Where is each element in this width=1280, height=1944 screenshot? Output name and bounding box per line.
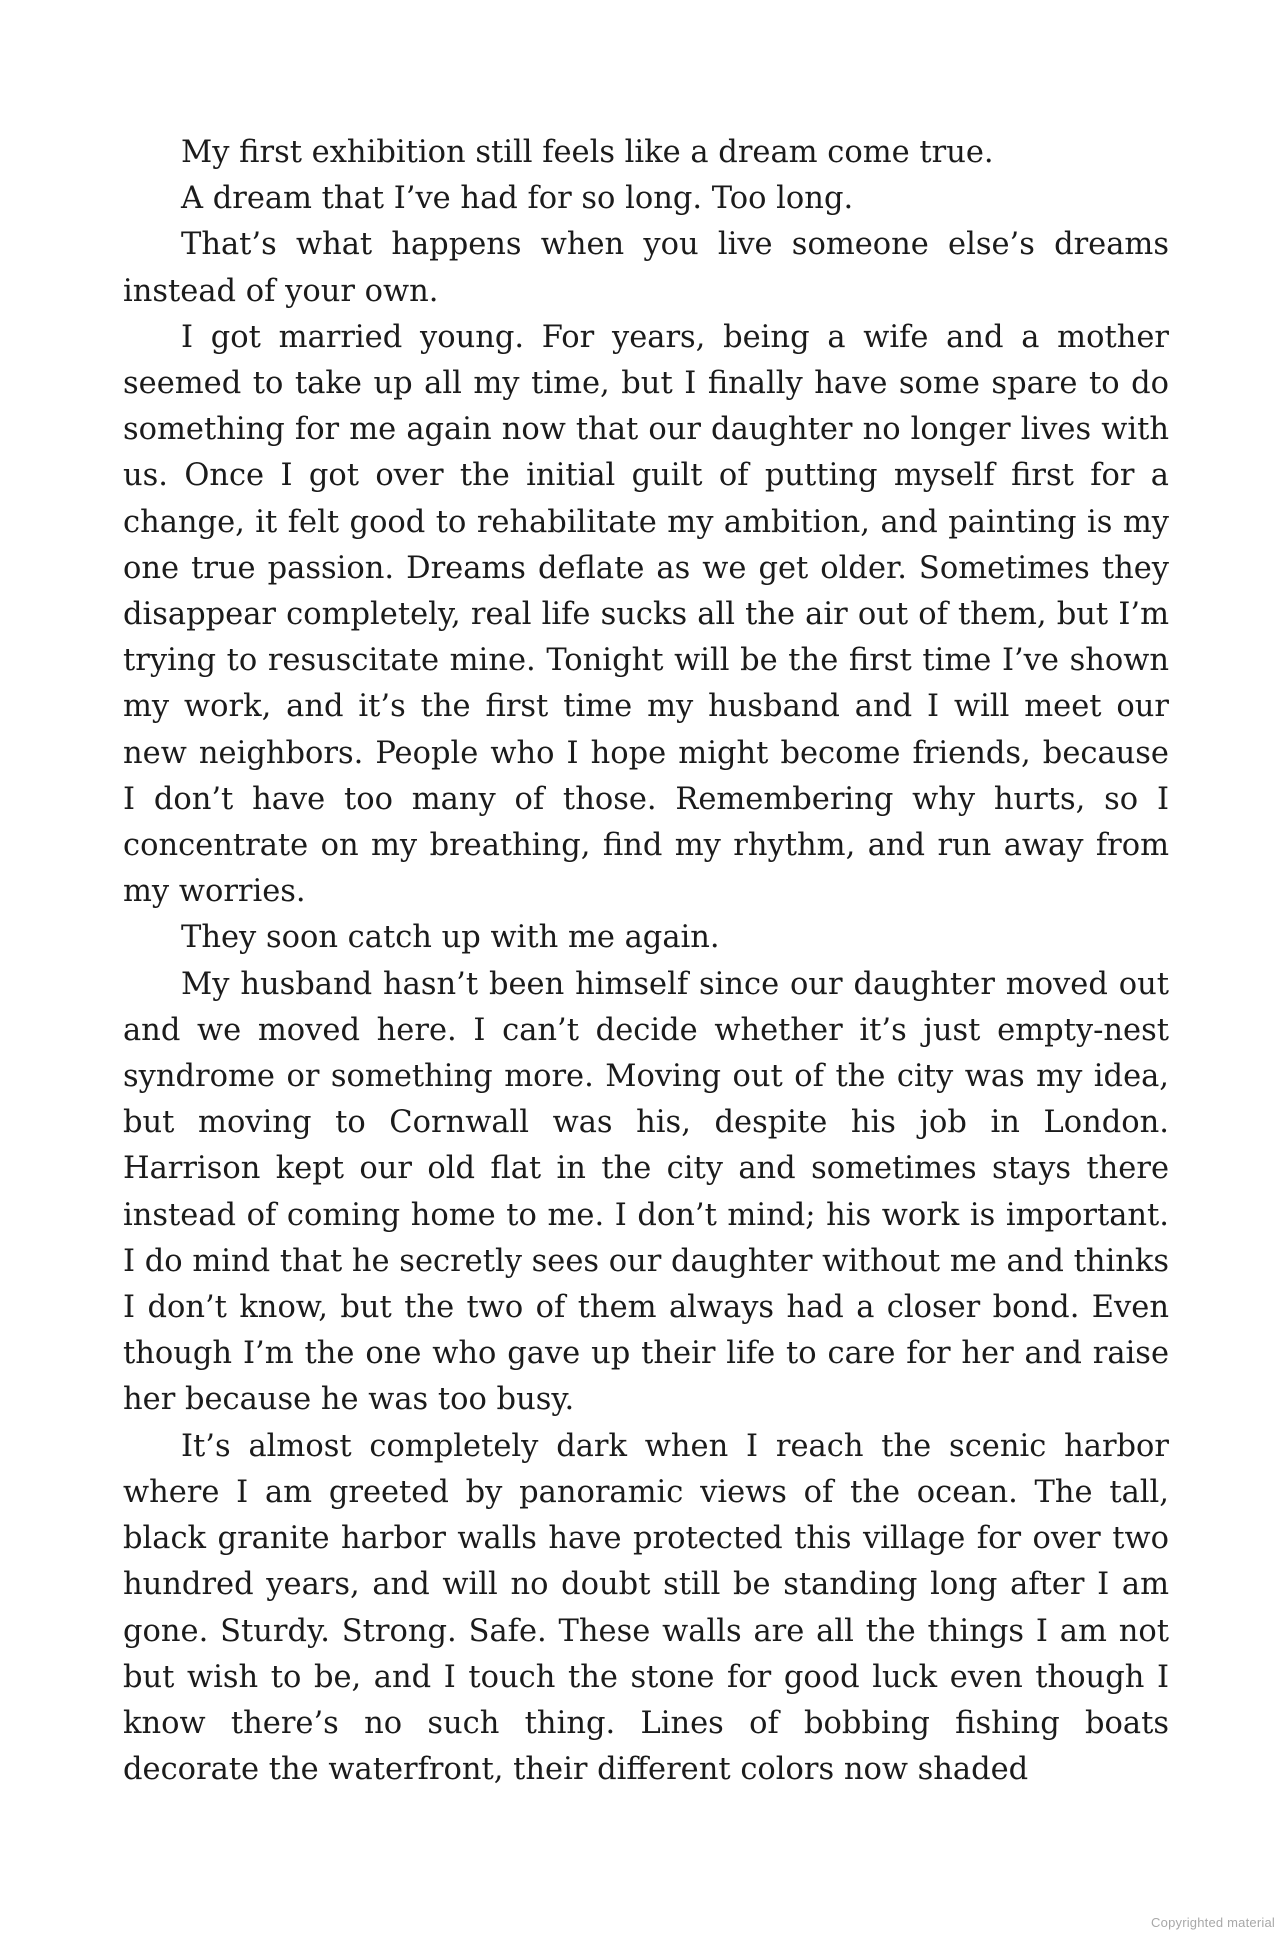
paragraph-7: It’s almost completely dark when I reach the scenic harbor where I am greeted by panoramic views of the ocean. The tall, black granite harbor walls have protected this village for over two hundred years, and will no doubt still be standing long after I am gone. Sturdy. Strong. Safe. These walls are all the things I am not but wish to be, and I touch the stone for good luck even though I know there’s no such thing. Lines of bobbing fishing boats decorate the waterfront, their different colors now shaded (123, 1428, 1169, 1788)
book-page-text (123, 130, 1169, 1793)
paragraph-5: They soon catch up with me again. (181, 920, 720, 956)
paragraph-2: A dream that I’ve had for so long. Too long. (181, 181, 854, 217)
paragraph-1: My first exhibition still feels like a dream come true. (181, 135, 994, 170)
copyright-watermark: Copyrighted material (1151, 1915, 1275, 1930)
paragraph-4: I got married young. For years, being a wife and a mother seemed to take up all my time, but I finally have some spare to do something for me again now that our daughter no longer lives with us. Once I got over the initial guilt of putting myself first for a change, it felt good to rehabilitate my ambition, and painting is my one true passion. Dreams deflate as we get older. Sometimes they disappear completely, real life sucks all the air out of them, but I’m trying to resuscitate mine. Tonight will be the first time I’ve shown my work, and it’s the first time my husband and I will meet our new neighbors. People who I hope might become friends, because I don’t have too many of those. Remembering why hurts, so I concentrate on my breathing, find my rhythm, and run away from my worries. (123, 319, 1169, 910)
paragraph-3: That’s what happens when you live someone else’s dreams instead of your own. (123, 227, 1169, 309)
paragraph-6: My husband hasn’t been himself since our daughter moved out and we moved here. I can’t decide whether it’s just empty-nest syndrome or something more. Moving out of the city was my idea, but moving to Cornwall was his, despite his job in London. Harrison kept our old flat in the city and sometimes stays there instead of coming home to me. I don’t mind; his work is important. I do mind that he secretly sees our daughter without me and thinks I don’t know, but the two of them always had a closer bond. Even though I’m the one who gave up their life to care for her and raise her because he was too busy. (123, 966, 1169, 1418)
